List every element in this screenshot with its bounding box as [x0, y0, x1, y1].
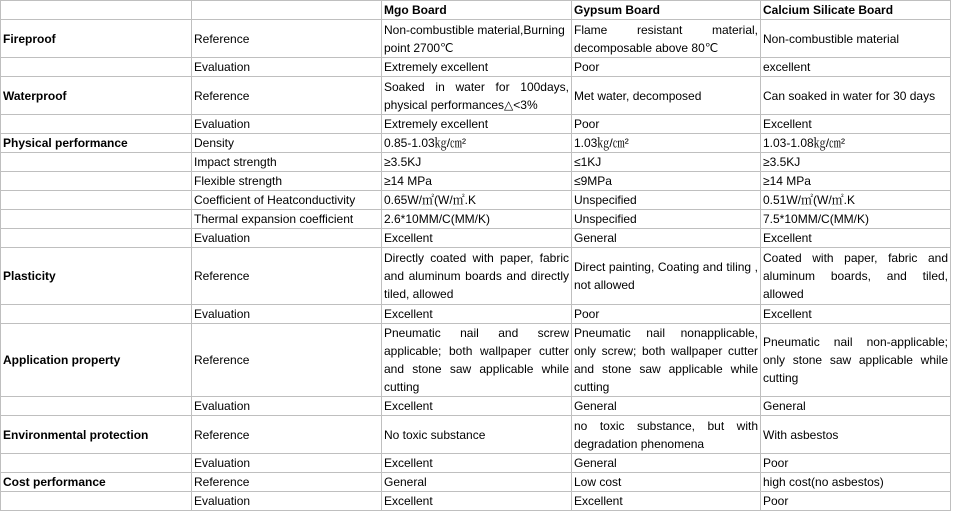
calcium-cell: Non-combustible material [761, 20, 951, 58]
table-row [1, 397, 951, 416]
item-cell: Evaluation [192, 454, 382, 473]
category-cell: Physical performance [1, 134, 192, 153]
gypsum-cell: Excellent [572, 492, 761, 511]
table-row [1, 248, 951, 305]
category-cell: Environmental protection [1, 416, 192, 454]
item-cell: Evaluation [192, 305, 382, 324]
calcium-cell: Poor [761, 454, 951, 473]
gypsum-cell: General [572, 397, 761, 416]
item-cell: Coefficient of Heatconductivity [192, 191, 382, 210]
table-row [1, 210, 951, 229]
gypsum-cell: ≤1KJ [572, 153, 761, 172]
gypsum-cell: Flame resistant material, decomposable above 80℃ [572, 20, 761, 58]
category-cell: Waterproof [1, 77, 192, 115]
calcium-cell: 1.03-1.08㎏/㎝² [761, 134, 951, 153]
item-cell: Density [192, 134, 382, 153]
category-cell [1, 172, 192, 191]
calcium-cell: Coated with paper, fabric and aluminum boards, and tiled, allowed [761, 248, 951, 305]
header-cell-mgo-board: Mgo Board [382, 1, 572, 20]
gypsum-cell: no toxic substance, but with degradation phenomena [572, 416, 761, 454]
category-cell [1, 397, 192, 416]
category-cell [1, 229, 192, 248]
mgo-cell: Excellent [382, 305, 572, 324]
table-row [1, 77, 951, 115]
calcium-cell: Poor [761, 492, 951, 511]
mgo-cell: Excellent [382, 454, 572, 473]
calcium-cell: ≥3.5KJ [761, 153, 951, 172]
mgo-cell: 0.85-1.03㎏/㎝² [382, 134, 572, 153]
item-cell: Evaluation [192, 115, 382, 134]
category-cell [1, 454, 192, 473]
category-cell: Cost performance [1, 473, 192, 492]
table-row [1, 229, 951, 248]
header-row [1, 1, 951, 20]
mgo-cell: ≥3.5KJ [382, 153, 572, 172]
mgo-cell: Pneumatic nail and screw applicable; both wallpaper cutter and stone saw applicable while cutting [382, 324, 572, 397]
header-cell-gypsum-board: Gypsum Board [572, 1, 761, 20]
mgo-cell: Excellent [382, 492, 572, 511]
table-row [1, 58, 951, 77]
table-row [1, 134, 951, 153]
gypsum-cell: Low cost [572, 473, 761, 492]
category-cell [1, 58, 192, 77]
calcium-cell: 0.51W/㎡(W/㎡.K [761, 191, 951, 210]
item-cell: Evaluation [192, 229, 382, 248]
gypsum-cell: Pneumatic nail nonapplicable, only screw; both wallpaper cutter and stone saw applicable while cutting [572, 324, 761, 397]
calcium-cell: 7.5*10MM/C(MM/K) [761, 210, 951, 229]
mgo-cell: Extremely excellent [382, 58, 572, 77]
table-row [1, 153, 951, 172]
gypsum-cell: 1.03㎏/㎝² [572, 134, 761, 153]
table-row [1, 20, 951, 58]
mgo-cell: Soaked in water for 100days, physical performances△<3% [382, 77, 572, 115]
table-row [1, 492, 951, 511]
gypsum-cell: Poor [572, 115, 761, 134]
header-cell-item [192, 1, 382, 20]
calcium-cell: Excellent [761, 305, 951, 324]
table-row [1, 115, 951, 134]
table-row [1, 416, 951, 454]
table-row [1, 191, 951, 210]
category-cell: Plasticity [1, 248, 192, 305]
item-cell: Reference [192, 324, 382, 397]
mgo-cell: Non-combustible material,Burning point 2700℃ [382, 20, 572, 58]
gypsum-cell: Unspecified [572, 210, 761, 229]
header-cell-category [1, 1, 192, 20]
mgo-cell: 0.65W/㎡(W/㎡.K [382, 191, 572, 210]
gypsum-cell: Unspecified [572, 191, 761, 210]
gypsum-cell: Direct painting, Coating and tiling , not allowed [572, 248, 761, 305]
table-row [1, 324, 951, 397]
item-cell: Flexible strength [192, 172, 382, 191]
category-cell [1, 115, 192, 134]
gypsum-cell: Met water, decomposed [572, 77, 761, 115]
calcium-cell: excellent [761, 58, 951, 77]
mgo-cell: Excellent [382, 397, 572, 416]
calcium-cell: Can soaked in water for 30 days [761, 77, 951, 115]
table-row [1, 172, 951, 191]
item-cell: Reference [192, 416, 382, 454]
item-cell: Thermal expansion coefficient [192, 210, 382, 229]
calcium-cell: ≥14 MPa [761, 172, 951, 191]
mgo-cell: General [382, 473, 572, 492]
item-cell: Reference [192, 20, 382, 58]
item-cell: Reference [192, 248, 382, 305]
mgo-cell: Excellent [382, 229, 572, 248]
mgo-cell: No toxic substance [382, 416, 572, 454]
calcium-cell: Pneumatic nail non-applicable; only stone saw applicable while cutting [761, 324, 951, 397]
calcium-cell: Excellent [761, 115, 951, 134]
category-cell: Fireproof [1, 20, 192, 58]
gypsum-cell: General [572, 454, 761, 473]
gypsum-cell: Poor [572, 58, 761, 77]
category-cell [1, 210, 192, 229]
gypsum-cell: Poor [572, 305, 761, 324]
item-cell: Evaluation [192, 492, 382, 511]
calcium-cell: high cost(no asbestos) [761, 473, 951, 492]
mgo-cell: ≥14 MPa [382, 172, 572, 191]
header-cell-calcium-silicate-board: Calcium Silicate Board [761, 1, 951, 20]
item-cell: Reference [192, 77, 382, 115]
item-cell: Evaluation [192, 58, 382, 77]
mgo-cell: Directly coated with paper, fabric and aluminum boards and directly tiled, allowed [382, 248, 572, 305]
table-row [1, 305, 951, 324]
category-cell [1, 305, 192, 324]
calcium-cell: General [761, 397, 951, 416]
item-cell: Reference [192, 473, 382, 492]
table-row [1, 454, 951, 473]
item-cell: Evaluation [192, 397, 382, 416]
category-cell [1, 153, 192, 172]
calcium-cell: Excellent [761, 229, 951, 248]
item-cell: Impact strength [192, 153, 382, 172]
category-cell [1, 191, 192, 210]
category-cell: Application property [1, 324, 192, 397]
category-cell [1, 492, 192, 511]
gypsum-cell: ≤9MPa [572, 172, 761, 191]
calcium-cell: With asbestos [761, 416, 951, 454]
table-row [1, 473, 951, 492]
gypsum-cell: General [572, 229, 761, 248]
mgo-cell: 2.6*10MM/C(MM/K) [382, 210, 572, 229]
mgo-cell: Extremely excellent [382, 115, 572, 134]
